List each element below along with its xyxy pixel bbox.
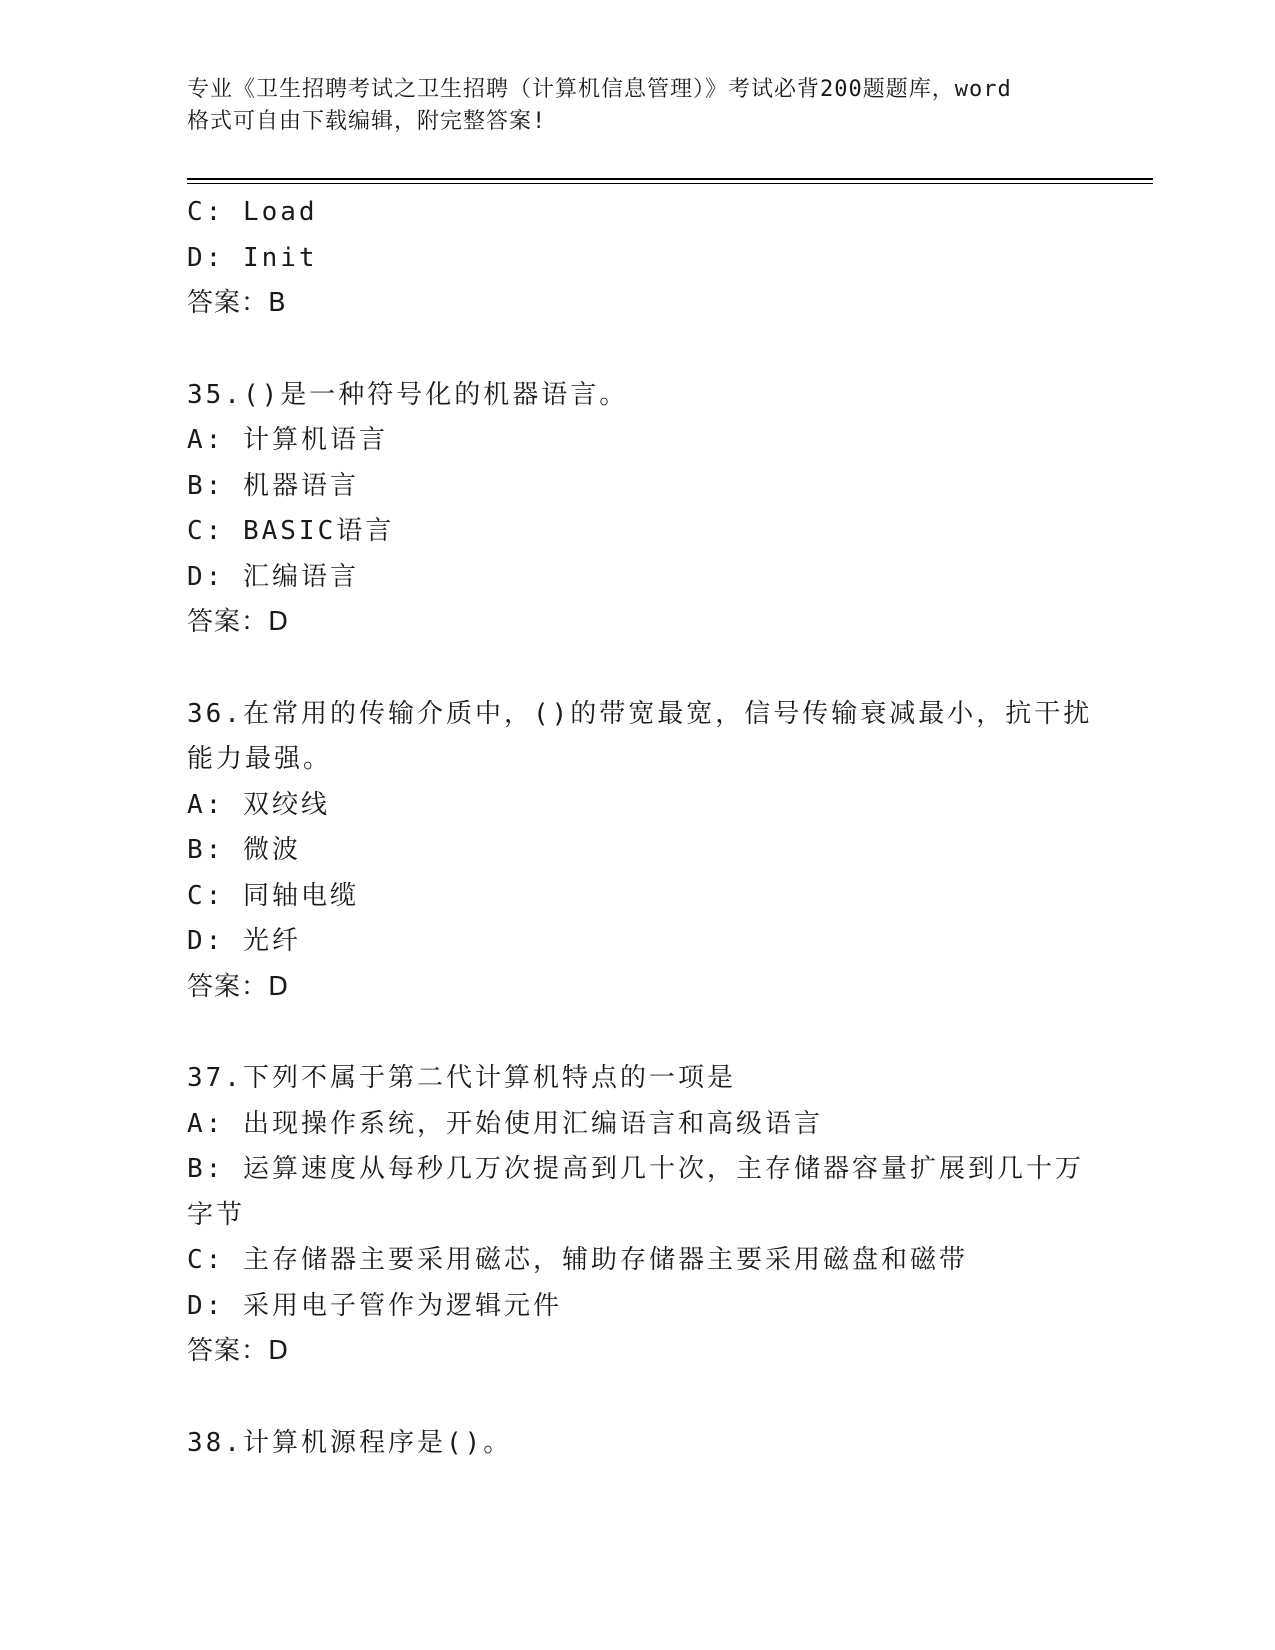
answer-line: 答案：B: [187, 288, 287, 318]
question-stem: [187, 1421, 1087, 1467]
question-number: 38.: [187, 1427, 243, 1458]
answer-line: 答案：D: [187, 1336, 290, 1366]
option-b: B: 机器语言: [187, 470, 359, 501]
question-stem: [187, 692, 1093, 738]
spacer: [187, 646, 1087, 692]
question-text: ()是一种符号化的机器语言。: [242, 379, 629, 410]
option-d: D: 采用电子管作为逻辑元件: [187, 1290, 562, 1321]
document-header: [187, 74, 1087, 138]
question-list: [187, 190, 1093, 1466]
question-number: 37.: [187, 1063, 243, 1093]
question-block-38: [187, 1421, 1087, 1467]
header-divider-thin: [187, 183, 1153, 184]
question-block-34: [187, 190, 1087, 327]
option-c: C: Load: [187, 197, 318, 227]
header-line-2: 格式可自由下载编辑，附完整答案!: [187, 109, 547, 134]
option-a: A: 出现操作系统，开始使用汇编语言和高级语言: [187, 1108, 823, 1139]
header-divider-thick: [187, 178, 1153, 180]
question-block-35: [187, 373, 1087, 646]
header-line-1: 专业《卫生招聘考试之卫生招聘（计算机信息管理）》考试必背200题题库，word: [187, 77, 1012, 102]
option-d: D: Init: [187, 242, 318, 273]
question-text: 在常用的传输介质中，()的带宽最宽，信号传输衰减最小，抗干扰: [242, 698, 1093, 729]
question-block-37: [187, 1056, 1087, 1375]
spacer: [187, 327, 1087, 373]
option-b: B: 微波: [187, 835, 301, 865]
question-text: 下列不属于第二代计算机特点的一项是: [242, 1063, 736, 1093]
option-c: C: BASIC语言: [187, 516, 395, 546]
option-c: C: 同轴电缆: [187, 880, 359, 911]
question-number: 35.: [187, 379, 243, 410]
question-text-continued: 能力最强。: [187, 744, 333, 774]
question-stem: [187, 1056, 1087, 1102]
option-a: A: 双绞线: [187, 789, 330, 820]
answer-line: 答案：D: [187, 971, 290, 1002]
option-b-continued: 字节: [187, 1199, 246, 1230]
question-number: 36.: [187, 698, 243, 729]
question-stem: [187, 373, 1087, 419]
answer-line: 答案：D: [187, 607, 290, 637]
question-block-36: [187, 692, 1093, 1011]
option-b: B: 运算速度从每秒几万次提高到几十次，主存储器容量扩展到几十万: [187, 1154, 1084, 1184]
option-d: D: 光纤: [187, 926, 301, 956]
option-a: A: 计算机语言: [187, 425, 388, 455]
option-c: C: 主存储器主要采用磁芯，辅助存储器主要采用磁盘和磁带: [187, 1245, 968, 1275]
spacer: [187, 1010, 1087, 1056]
question-text: 计算机源程序是()。: [242, 1427, 513, 1458]
spacer: [187, 1375, 1087, 1421]
option-d: D: 汇编语言: [187, 561, 359, 592]
